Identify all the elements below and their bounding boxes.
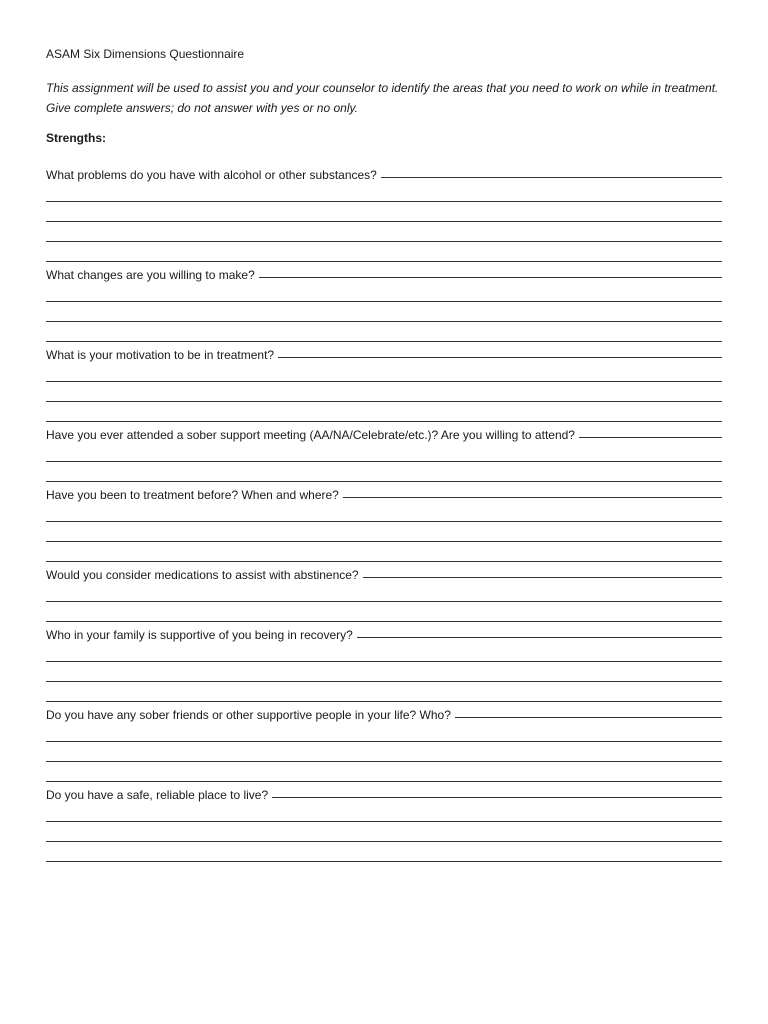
question-row (46, 702, 722, 722)
answer-line[interactable] (46, 722, 722, 742)
question-row (46, 482, 722, 502)
question-text: Do you have any sober friends or other supportive people in your life? Who? (46, 708, 451, 722)
answer-line[interactable] (381, 177, 722, 178)
answer-line[interactable] (46, 642, 722, 662)
answer-line[interactable] (46, 502, 722, 522)
question-block (46, 422, 722, 482)
question-row (46, 342, 722, 362)
answer-line[interactable] (46, 382, 722, 402)
answer-line[interactable] (46, 442, 722, 462)
question-row (46, 622, 722, 642)
question-text: Who in your family is supportive of you being in recovery? (46, 628, 353, 642)
answer-line[interactable] (46, 602, 722, 622)
answer-line[interactable] (343, 497, 722, 498)
answer-line[interactable] (455, 717, 722, 718)
answer-line[interactable] (46, 222, 722, 242)
answer-line[interactable] (46, 322, 722, 342)
answer-line[interactable] (46, 762, 722, 782)
answer-line[interactable] (579, 437, 722, 438)
question-text: Have you been to treatment before? When and where? (46, 488, 339, 502)
question-row (46, 162, 722, 182)
section-heading-strengths: Strengths: (46, 131, 106, 145)
question-block (46, 342, 722, 422)
answer-line[interactable] (46, 242, 722, 262)
questions-list (46, 162, 722, 862)
answer-line[interactable] (46, 182, 722, 202)
answer-line[interactable] (278, 357, 722, 358)
question-text: What is your motivation to be in treatment? (46, 348, 275, 362)
question-text: What changes are you willing to make? (46, 268, 255, 282)
answer-line[interactable] (46, 662, 722, 682)
answer-line[interactable] (272, 797, 722, 798)
question-block (46, 162, 722, 262)
question-block (46, 782, 722, 862)
answer-line[interactable] (46, 842, 722, 862)
question-block (46, 622, 722, 702)
answer-line[interactable] (46, 462, 722, 482)
question-text: Would you consider medications to assist with abstinence? (46, 568, 359, 582)
question-row (46, 422, 722, 442)
answer-line[interactable] (46, 402, 722, 422)
question-block (46, 262, 722, 342)
question-text: What problems do you have with alcohol or other substances? (46, 168, 377, 182)
instructions-paragraph: This assignment will be used to assist you and your counselor to identify the areas that you need to work on while in treatment. Give complete answers; do not answer with yes or no only. (46, 81, 719, 115)
document-title: ASAM Six Dimensions Questionnaire (46, 47, 245, 61)
answer-line[interactable] (46, 742, 722, 762)
answer-line[interactable] (259, 277, 722, 278)
question-row (46, 262, 722, 282)
answer-line[interactable] (46, 202, 722, 222)
answer-line[interactable] (46, 682, 722, 702)
question-block (46, 482, 722, 562)
answer-line[interactable] (46, 522, 722, 542)
answer-line[interactable] (363, 577, 722, 578)
question-row (46, 562, 722, 582)
question-text: Have you ever attended a sober support meeting (AA/NA/Celebrate/etc.)? Are you willing to attend? (46, 428, 575, 442)
answer-line[interactable] (46, 582, 722, 602)
question-text: Do you have a safe, reliable place to live? (46, 788, 269, 802)
answer-line[interactable] (46, 302, 722, 322)
question-row (46, 782, 722, 802)
answer-line[interactable] (46, 362, 722, 382)
question-block (46, 562, 722, 622)
answer-line[interactable] (46, 282, 722, 302)
question-block (46, 702, 722, 782)
answer-line[interactable] (357, 637, 722, 638)
answer-line[interactable] (46, 822, 722, 842)
questionnaire-page (46, 46, 722, 862)
answer-line[interactable] (46, 542, 722, 562)
answer-line[interactable] (46, 802, 722, 822)
